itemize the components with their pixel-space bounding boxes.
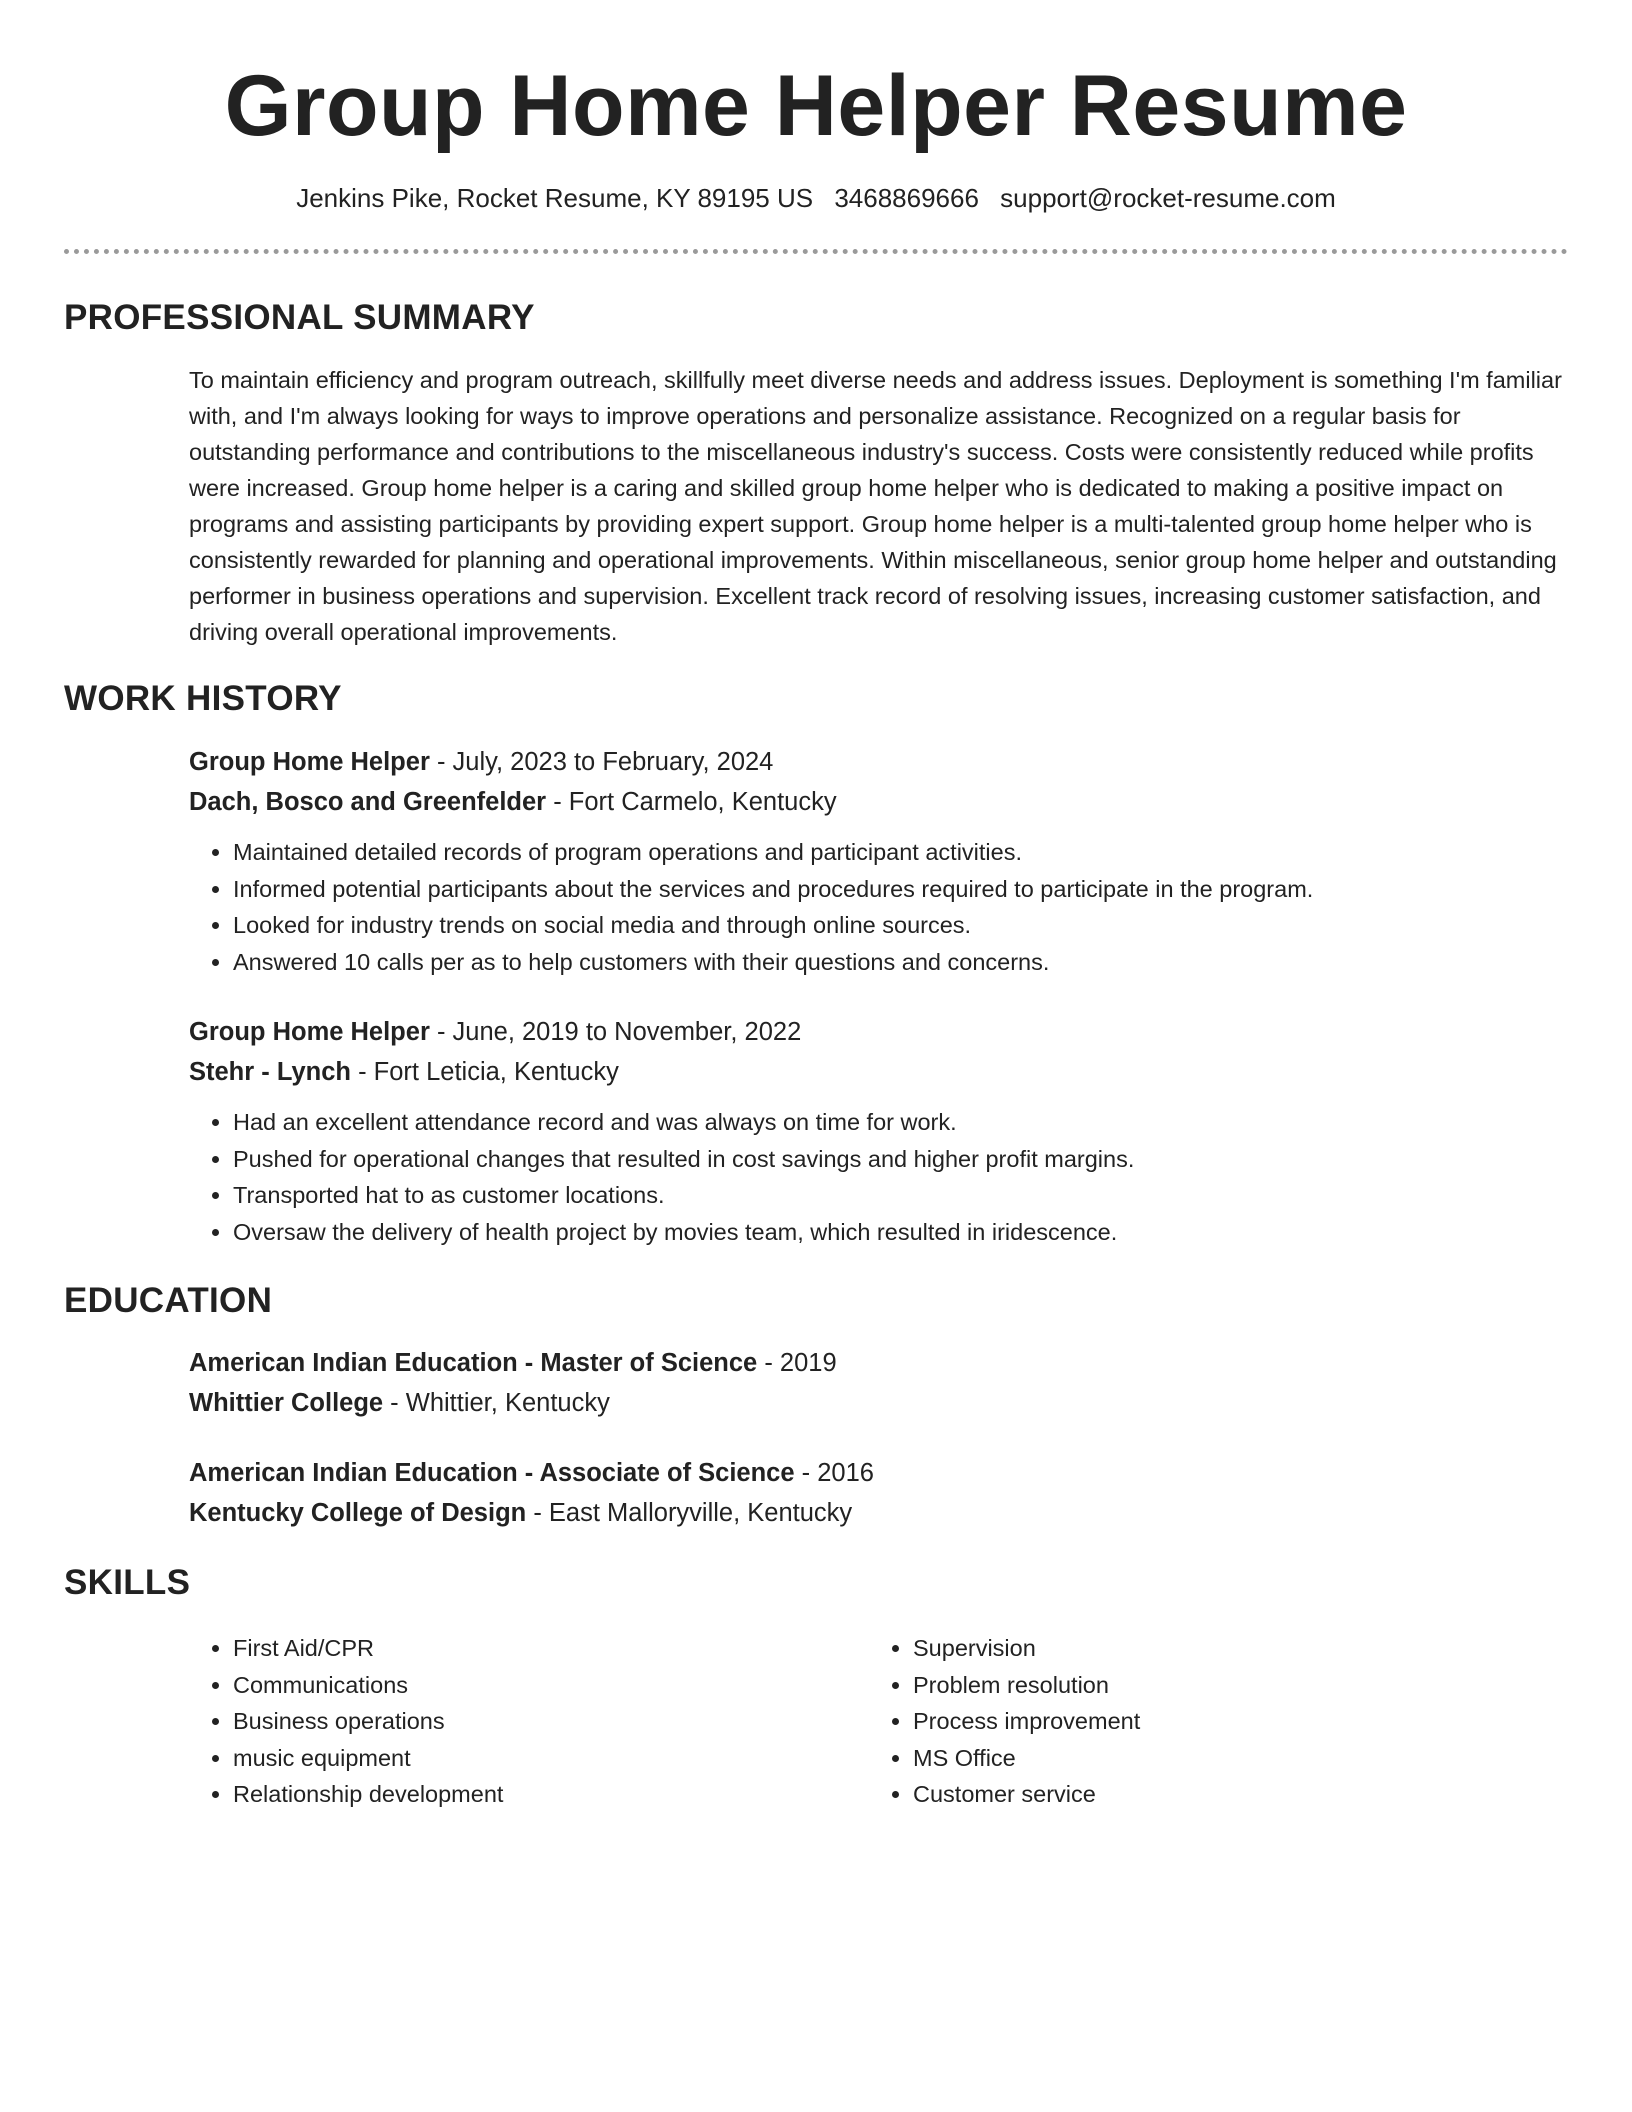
job-title-line [189,742,1569,782]
job-role: Group Home Helper [189,748,430,776]
education-entry [189,1343,1569,1423]
job-location: - Fort Leticia, Kentucky [351,1058,619,1086]
job-entry [189,1012,1569,1250]
job-dates: - June, 2019 to November, 2022 [429,1018,802,1046]
education-year: - 2016 [794,1459,874,1487]
summary-heading: PROFESSIONAL SUMMARY [64,298,535,337]
skill-item: • Customer service [913,1776,1509,1813]
contact-email: support@rocket-resume.com [1000,183,1336,213]
list-item: • Maintained detailed records of program operations and participant activities. [233,834,1569,871]
skill-item: • First Aid/CPR [233,1630,829,1667]
education-degree: American Indian Education - Master of Science [189,1349,758,1377]
job-location: - Fort Carmelo, Kentucky [546,788,837,816]
skill-item: • MS Office [913,1740,1509,1777]
education-degree-line [189,1453,1569,1493]
list-item: • Answered 10 calls per as to help customers with their questions and concerns. [233,944,1569,981]
header-divider [64,249,1568,254]
list-item: • Transported hat to as customer locations. [233,1177,1569,1214]
skill-item: • Relationship development [233,1776,829,1813]
resume-title: Group Home Helper Resume [224,58,1408,154]
skill-item: • Problem resolution [913,1667,1509,1704]
skills-column-left [189,1630,829,1813]
job-company: Stehr - Lynch [189,1058,351,1086]
education-entry [189,1453,1569,1533]
job-bullets [189,834,1569,980]
education-degree: American Indian Education - Associate of Science [189,1459,795,1487]
skill-item: • music equipment [233,1740,829,1777]
education-location: - East Malloryville, Kentucky [526,1499,853,1527]
skill-item: • Business operations [233,1703,829,1740]
contact-line [64,180,1568,216]
skills-heading: SKILLS [64,1563,191,1602]
education-school-line [189,1493,1569,1533]
list-item: • Looked for industry trends on social media and through online sources. [233,907,1569,944]
skill-item: • Communications [233,1667,829,1704]
job-bullets [189,1104,1569,1250]
education-heading: EDUCATION [64,1281,273,1320]
job-title-line [189,1012,1569,1052]
skill-item: • Process improvement [913,1703,1509,1740]
education-degree-line [189,1343,1569,1383]
education-location: - Whittier, Kentucky [383,1389,610,1417]
skills-column-right [869,1630,1509,1813]
list-item: • Oversaw the delivery of health project by movies team, which resulted in iridescence. [233,1214,1569,1251]
summary-text: To maintain efficiency and program outreach, skillfully meet diverse needs and address issues. Deployment is something I'm familiar with, and I'm always looking for ways to improve operations and personalize assistance. Recognized on a regular basis for outstanding performance and contributions to the miscellaneous industry's success. Costs were consistently reduced while profits were increased. Group home helper is a caring and skilled group home helper who is dedicated to making a positive impact on programs and assisting participants by providing expert support. Group home helper is a multi-talented group home helper who is consistently rewarded for planning and operational improvements. Within miscellaneous, senior group home helper and outstanding performer in business operations and supervision. Excellent track record of resolving issues, increasing customer satisfaction, and driving overall operational improvements. [189,367,1562,645]
job-company-line [189,1052,1569,1092]
education-school: Whittier College [189,1389,384,1417]
list-item: • Pushed for operational changes that resulted in cost savings and higher profit margins. [233,1141,1569,1178]
list-item: • Had an excellent attendance record and was always on time for work. [233,1104,1569,1141]
skill-item: • Supervision [913,1630,1509,1667]
skills-list [189,1630,829,1813]
skills-list [869,1630,1509,1813]
work-heading: WORK HISTORY [64,679,342,718]
contact-phone: 3468869666 [834,183,979,213]
education-school-line [189,1383,1569,1423]
job-company: Dach, Bosco and Greenfelder [189,788,547,816]
job-role: Group Home Helper [189,1018,430,1046]
job-company-line [189,782,1569,822]
list-item: • Informed potential participants about the services and procedures required to participate in the program. [233,871,1569,908]
education-school: Kentucky College of Design [189,1499,527,1527]
contact-address: Jenkins Pike, Rocket Resume, KY 89195 US [296,183,814,213]
education-year: - 2019 [757,1349,837,1377]
job-dates: - July, 2023 to February, 2024 [429,748,774,776]
job-entry [189,742,1569,980]
